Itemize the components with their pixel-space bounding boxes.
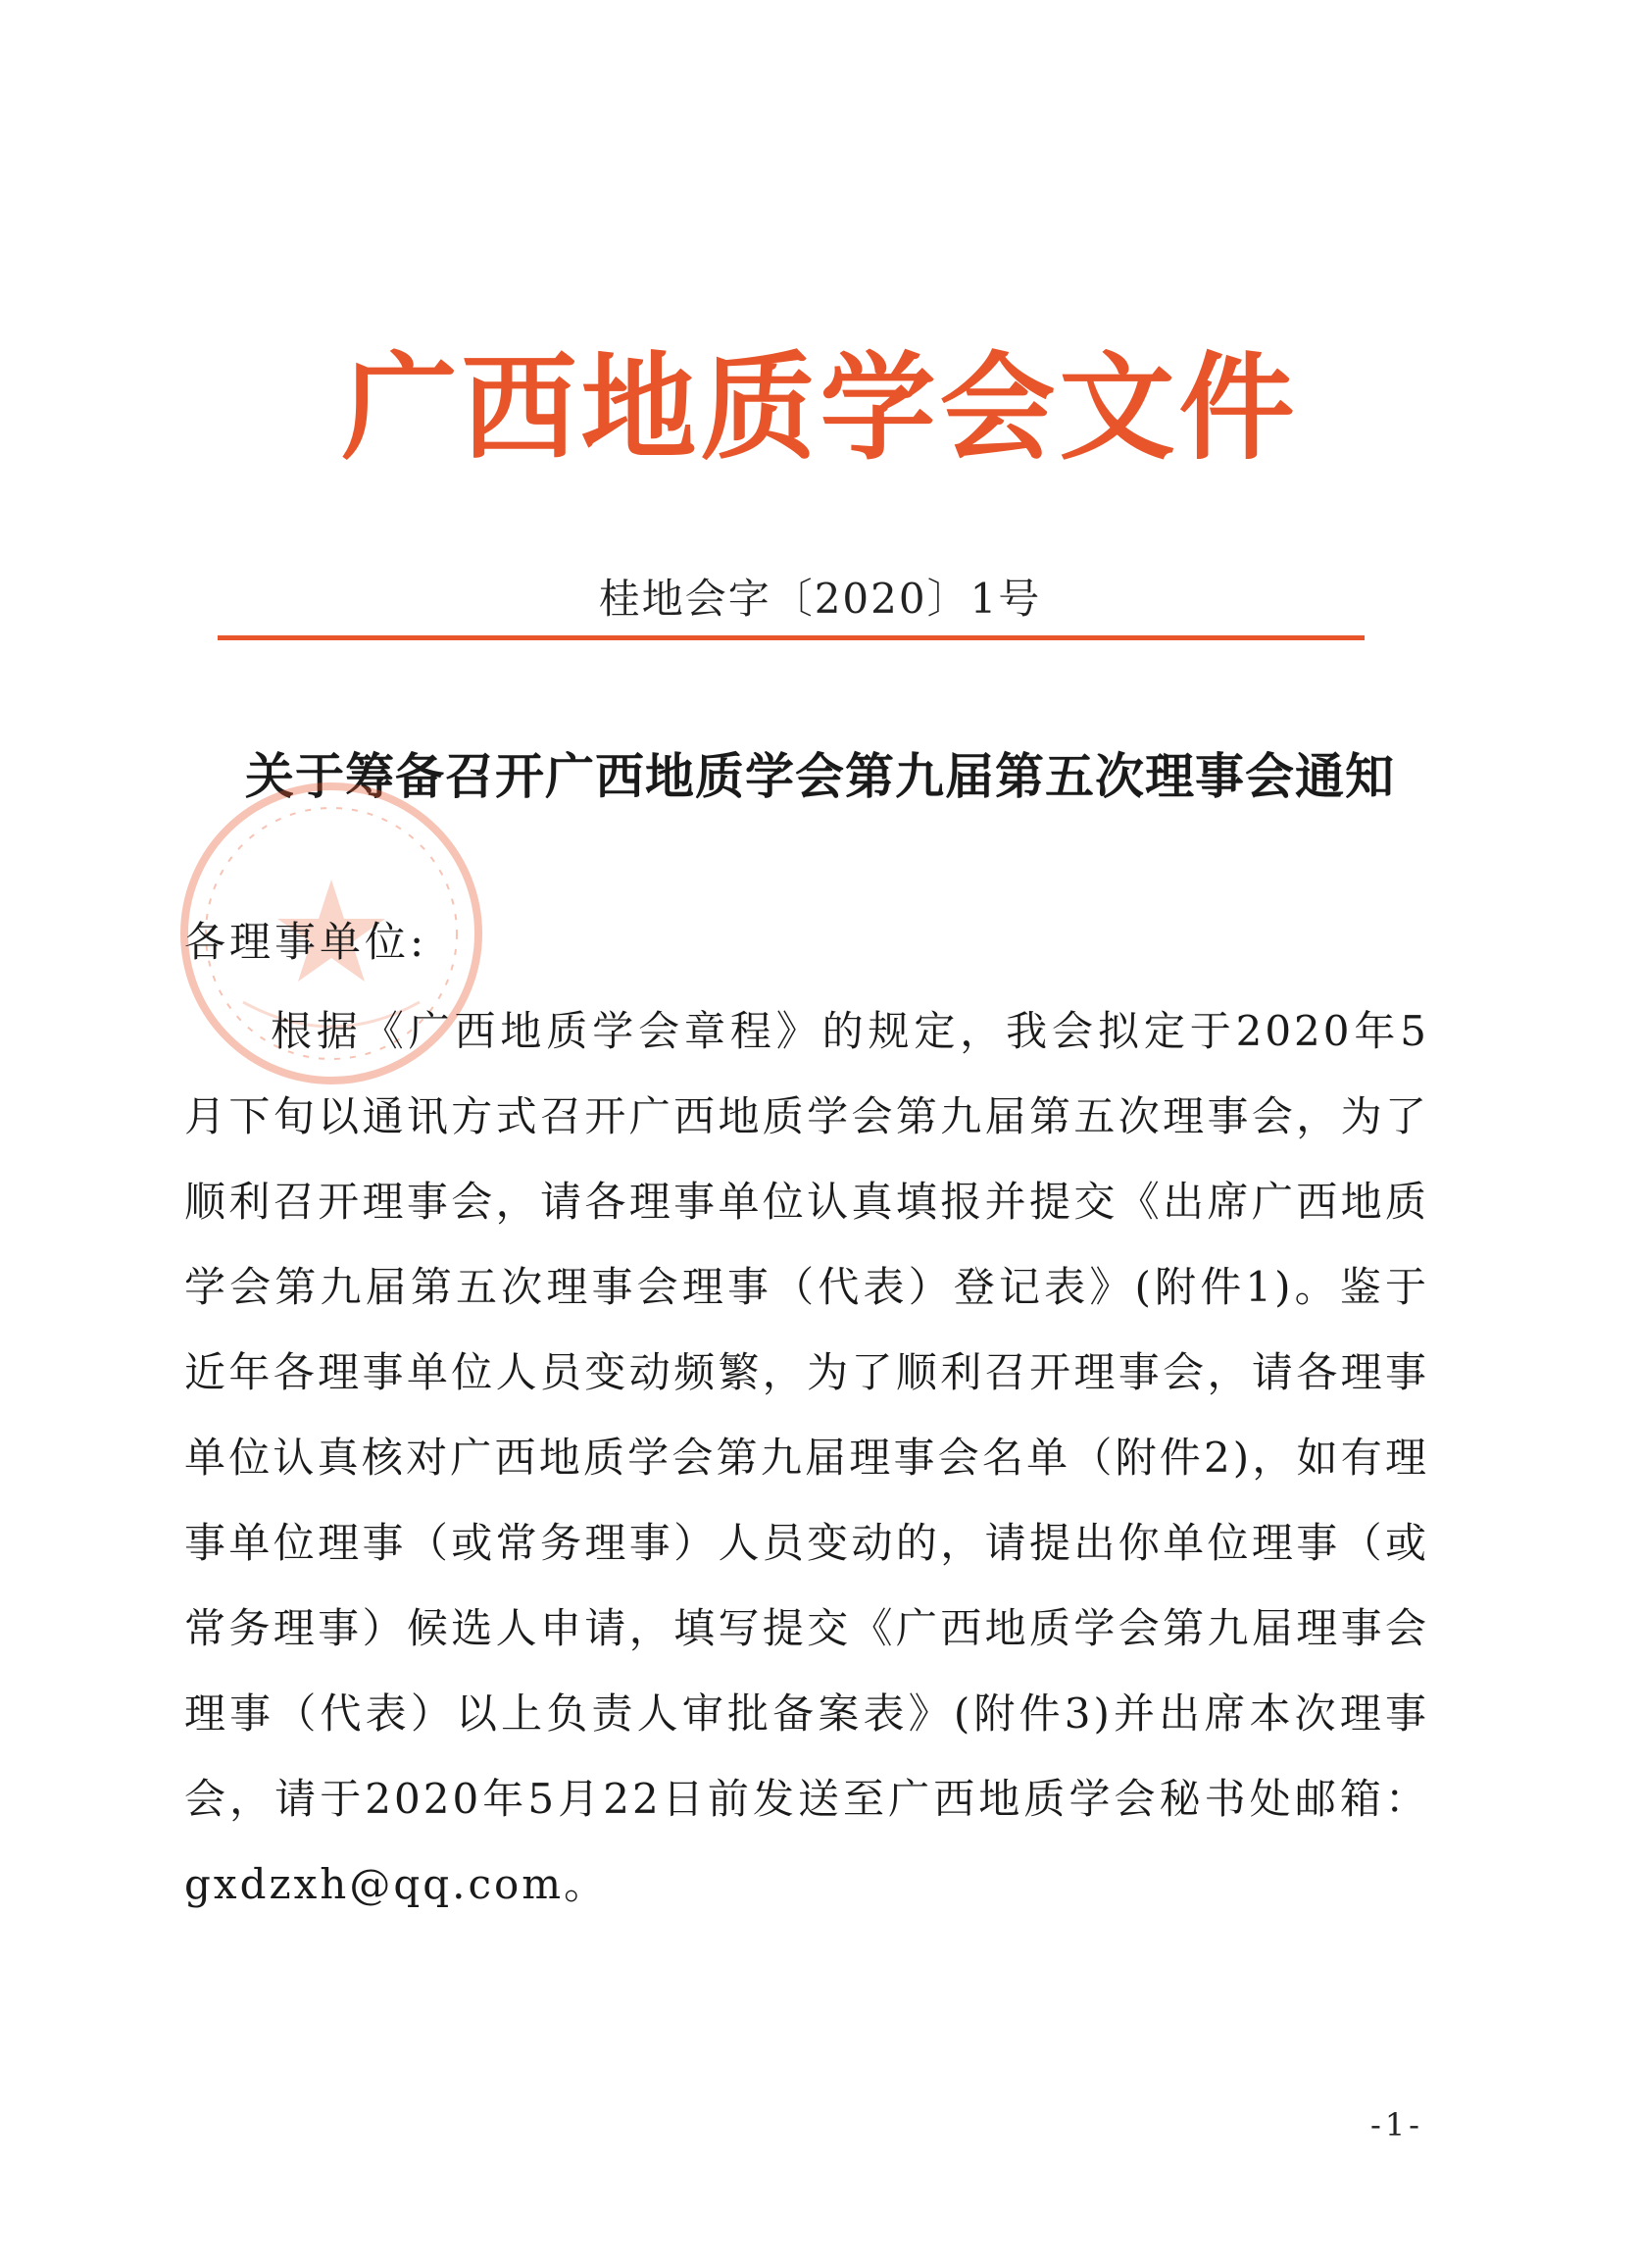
document-header-title: 广西地质学会文件 xyxy=(341,339,1299,476)
salutation: 各理事单位: xyxy=(184,918,428,966)
header-divider xyxy=(218,635,1365,640)
document-number: 桂地会字〔2020〕1号 xyxy=(598,575,1042,623)
page-number: -1- xyxy=(1370,2106,1423,2143)
notice-title: 关于筹备召开广西地质学会第九届第五次理事会通知 xyxy=(245,747,1395,805)
notice-body: 根据《广西地质学会章程》的规定，我会拟定于2020年5月下旬以通讯方式召开广西地质学会第九届第五次理事会，为了顺利召开理事会，请各理事单位认真填报并提交《出席广西地质学会第九届第五次理事会理事（代表）登记表》(附件1)。鉴于近年各理事单位人员变动频繁，为了顺利召开理事会，请各理事单位认真核对广西地质学会第九届理事会名单（附件2)，如有理事单位理事（或常务理事）人员变动的，请提出你单位理事（或常务理事）候选人申请，填写提交《广西地质学会第九届理事会理事（代表）以上负责人审批备案表》(附件3)并出席本次理事会，请于2020年5月22日前发送至广西地质学会秘书处邮箱：gxdzxh@qq.com。 xyxy=(184,1007,1429,1908)
